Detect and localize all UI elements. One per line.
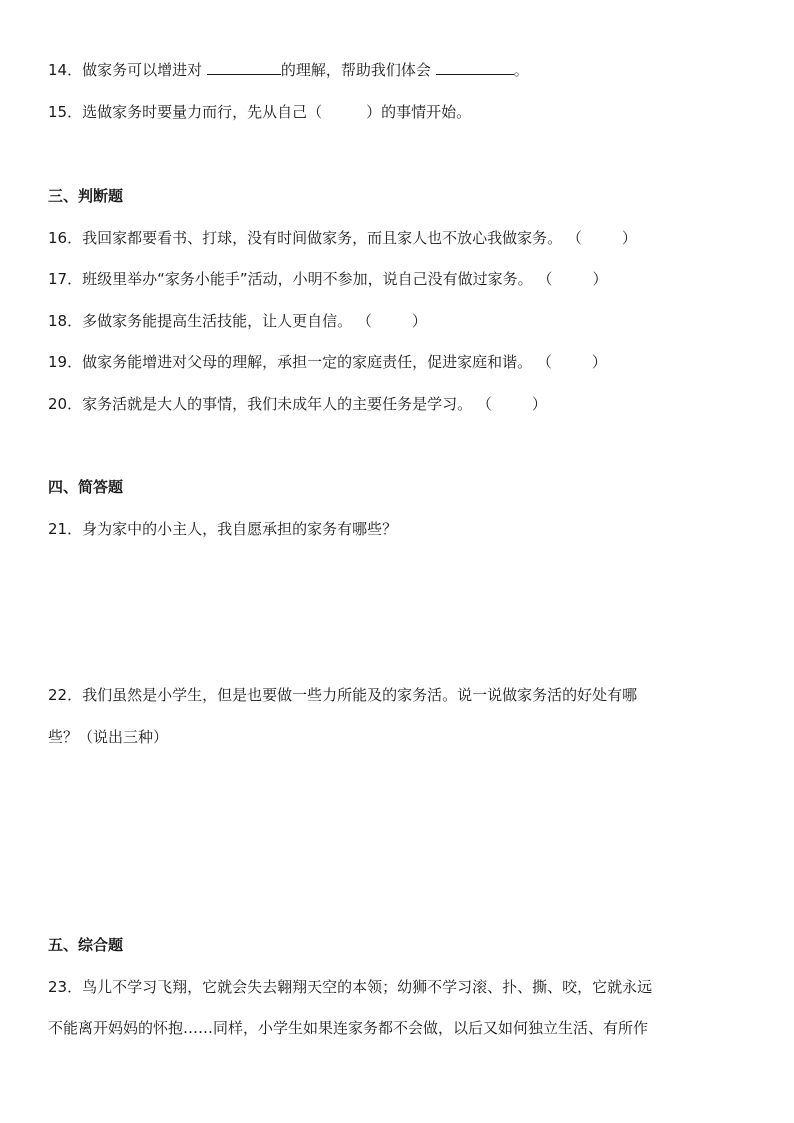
answer-paren-close: ） [591, 353, 607, 371]
question-number: 17． [48, 270, 83, 288]
question-text: 的理解，帮助我们体会 [280, 61, 431, 79]
question-number: 23． [48, 978, 83, 996]
question-text: 鸟儿不学习飞翔，它就会失去翱翔天空的本领；幼狮不学习滚、扑、撕、咬，它就永远 [82, 978, 653, 996]
question-text: 家务活就是大人的事情，我们未成年人的主要任务是学习。 [82, 395, 473, 413]
question-text: 我回家都要看书、打球，没有时间做家务，而且家人也不放心我做家务。 [82, 229, 563, 247]
question-17 [48, 269, 607, 289]
question-text: 我们虽然是小学生，但是也要做一些力所能及的家务活。说一说做家务活的好处有哪 [82, 686, 638, 704]
question-number: 15． [48, 103, 83, 121]
question-text: 身为家中的小主人，我自愿承担的家务有哪些？ [82, 520, 398, 538]
answer-paren-open: （ [356, 312, 372, 330]
section-heading-comprehensive: 五、综合题 [48, 936, 124, 954]
question-15 [48, 102, 471, 122]
question-text: 选做家务时要量力而行，先从自己（ [82, 103, 323, 121]
answer-paren-open: （ [476, 395, 492, 413]
question-16 [48, 228, 637, 248]
question-20 [48, 394, 547, 414]
question-23 [48, 977, 652, 997]
question-text: 做家务能增进对父母的理解，承担一定的家庭责任，促进家庭和谐。 [82, 353, 533, 371]
question-text: ）的事情开始。 [366, 103, 472, 121]
answer-blank[interactable] [207, 60, 281, 75]
answer-blank[interactable] [436, 60, 514, 75]
question-number: 14． [48, 61, 83, 79]
answer-paren-open: （ [566, 229, 582, 247]
question-19 [48, 352, 607, 372]
question-text: 班级里举办“家务小能手”活动，小明不参加，说自己没有做过家务。 [82, 270, 533, 288]
question-text: 。 [513, 61, 529, 79]
question-23-continuation: 不能离开妈妈的怀抱……同样，小学生如果连家务都不会做，以后又如何独立生活、有所作 [48, 1019, 649, 1037]
question-number: 21． [48, 520, 83, 538]
answer-paren-close: ） [411, 312, 427, 330]
question-21 [48, 519, 397, 539]
answer-paren-close: ） [592, 270, 608, 288]
question-number: 18． [48, 312, 83, 330]
question-number: 22． [48, 686, 83, 704]
question-number: 19． [48, 353, 83, 371]
section-heading-judgment: 三、判断题 [48, 187, 124, 205]
answer-paren-open: （ [536, 353, 552, 371]
question-number: 20． [48, 395, 83, 413]
answer-paren-open: （ [537, 270, 553, 288]
question-text: 多做家务能提高生活技能，让人更自信。 [82, 312, 353, 330]
question-22 [48, 685, 637, 705]
section-heading-short-answer: 四、简答题 [48, 478, 124, 496]
question-14 [48, 60, 529, 80]
answer-paren-close: ） [531, 395, 547, 413]
question-text: 做家务可以增进对 [82, 61, 203, 79]
question-18 [48, 311, 427, 331]
question-22-continuation: 些？（说出三种） [48, 728, 169, 746]
answer-paren-close: ） [621, 229, 637, 247]
question-number: 16． [48, 229, 83, 247]
